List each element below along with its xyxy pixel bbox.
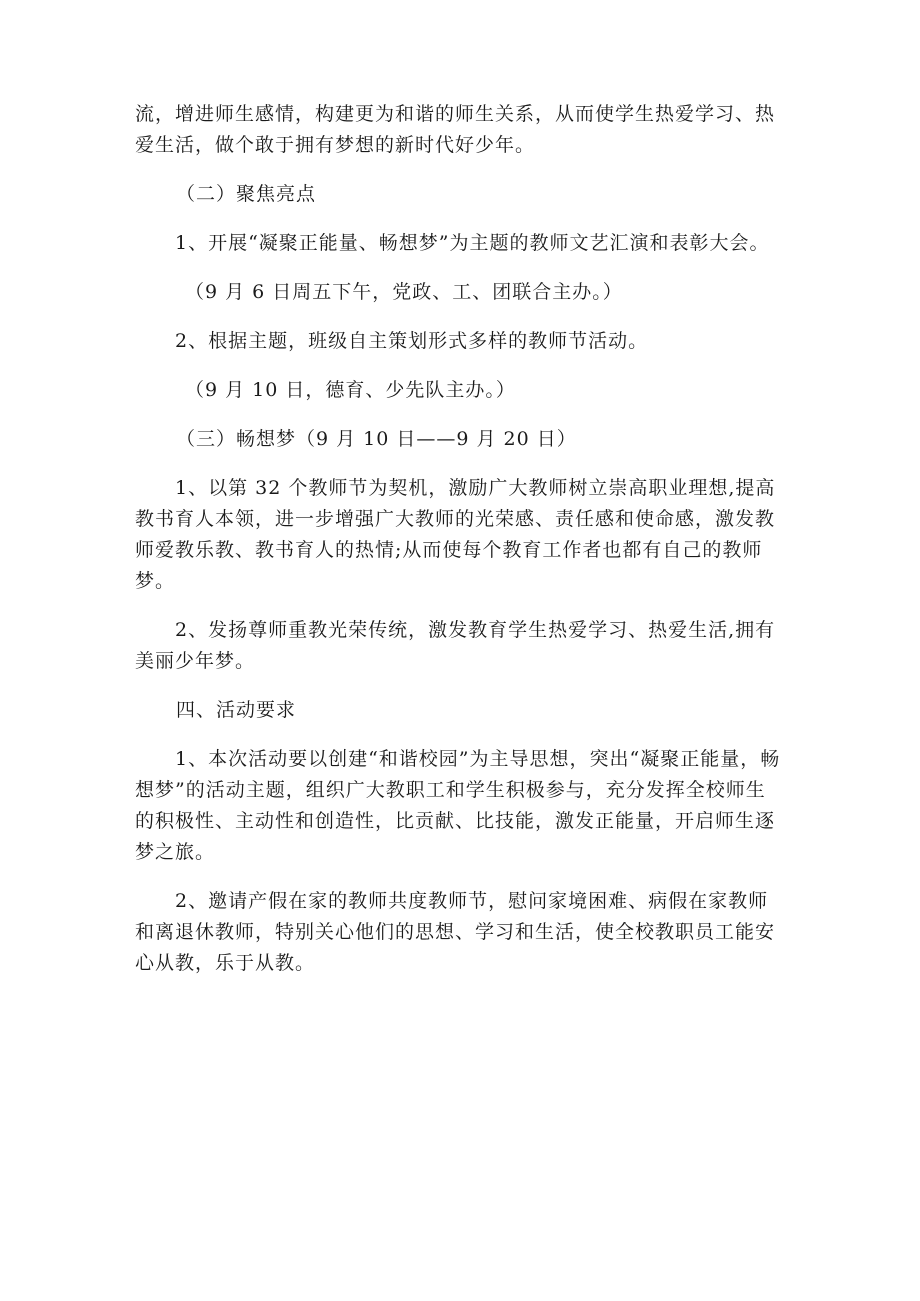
- paragraph-note-sep-10: （9 月 10 日，德育、少先队主办。）: [185, 379, 516, 401]
- section-heading-focus-highlights: （二）聚焦亮点: [176, 183, 317, 205]
- paragraph-note-sep-6: （9 月 6 日周五下午，党政、工、团联合主办。）: [185, 281, 623, 303]
- paragraph-requirement-1: 1、本次活动要以创建“和谐校园”为主导思想，突出“凝聚正能量，畅想梦”的活动主题，组织广大教职工和学生积极参与，充分发挥全校师生的积极性、主动性和创造性，比贡献、比技能，激发正能量，开启师生逐梦之旅。: [135, 748, 781, 863]
- section-heading-dream: （三）畅想梦（9 月 10 日——9 月 20 日）: [176, 428, 577, 450]
- paragraph-item-1-teachers-day: 1、以第 32 个教师节为契机，激励广大教师树立崇高职业理想,提高教书育人本领，进一步增强广大教师的光荣感、责任感和使命感，激发教师爱教乐教、教书育人的热情;从而使每个教育工作者也都有自己的教师梦。: [135, 477, 776, 592]
- paragraph-item-2-class-activities: 2、根据主题，班级自主策划形式多样的教师节活动。: [175, 330, 649, 352]
- paragraph-requirement-2: 2、邀请产假在家的教师共度教师节，慰问家境困难、病假在家教师和离退休教师，特别关心他们的思想、学习和生活，使全校教职员工能安心从教，乐于从教。: [135, 890, 776, 974]
- section-heading-requirements: 四、活动要求: [176, 699, 297, 721]
- paragraph-continuation: 流，增进师生感情，构建更为和谐的师生关系，从而使学生热爱学习、热爱生活，做个敢于拥有梦想的新时代好少年。: [135, 103, 776, 156]
- document-body: [135, 99, 785, 979]
- paragraph-item-1-performance: 1、开展“凝聚正能量、畅想梦”为主题的教师文艺汇演和表彰大会。: [175, 232, 770, 254]
- paragraph-item-2-tradition: 2、发扬尊师重教光荣传统，激发教育学生热爱学习、热爱生活,拥有美丽少年梦。: [135, 619, 776, 672]
